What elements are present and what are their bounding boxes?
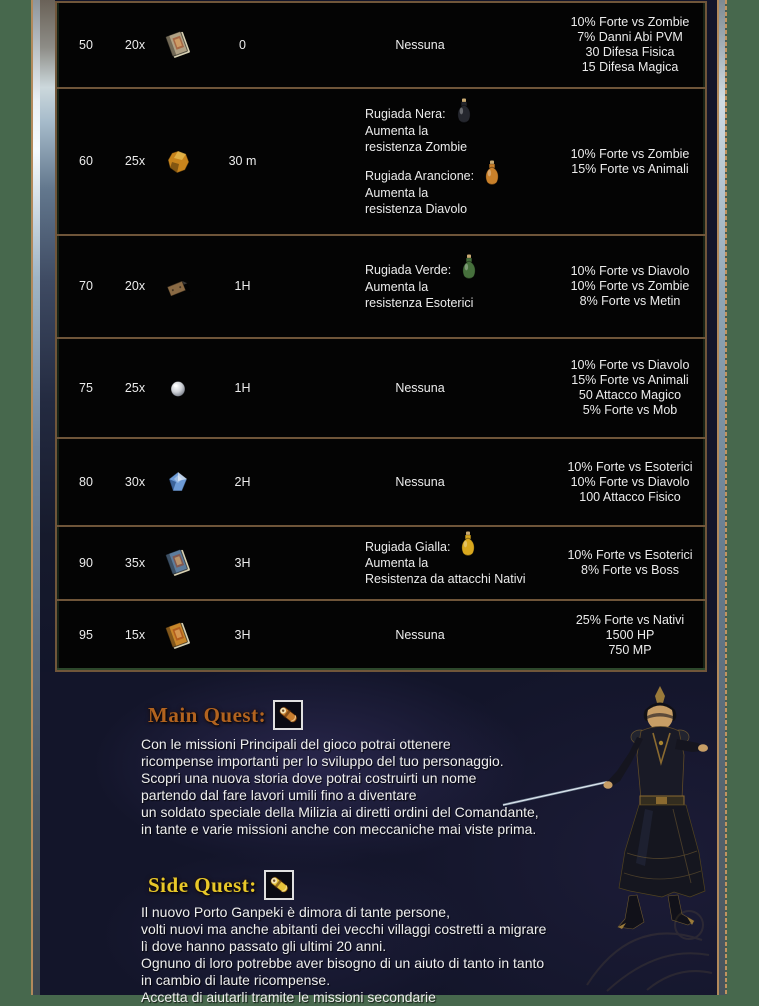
- bonus-line: 1500 HP: [605, 628, 655, 642]
- bonus-line: 10% Forte vs Zombie: [570, 15, 690, 29]
- side-quest-line: volti nuovi ma anche abitanti dei vecchi villaggi costretti a migrare: [141, 921, 547, 937]
- item-icon-cell: [155, 271, 200, 303]
- table-row: [57, 3, 705, 89]
- main-quest-line: in tante e varie missioni anche con meccaniche mai viste prima.: [141, 821, 537, 837]
- bonus-line: 10% Forte vs Diavolo: [570, 474, 690, 489]
- level-cell: 95: [79, 628, 93, 642]
- duration-cell: 1H: [234, 279, 251, 293]
- quantity-cell: 25x: [124, 380, 146, 395]
- quantity-cell: 15x: [124, 628, 146, 642]
- quantity-cell: 20x: [124, 37, 146, 52]
- bonus-line: 15% Forte vs Animali: [571, 373, 689, 387]
- potion-bottle-icon: [454, 98, 474, 125]
- main-quest-header: [148, 700, 303, 730]
- bonus-line: 10% Forte vs Diavolo: [570, 264, 690, 278]
- main-quest-title: Main Quest:: [148, 702, 267, 727]
- item-icon-cell: [155, 620, 200, 652]
- bonus-line: 10% Forte vs Zombie: [570, 279, 690, 293]
- rugiada-effect-line: resistenza Diavolo: [365, 201, 468, 216]
- bonus-line: 15% Forte vs Animali: [571, 161, 689, 176]
- table-row: [57, 89, 705, 236]
- duration-cell: 3H: [234, 628, 251, 642]
- bonus-line: 8% Forte vs Boss: [581, 563, 679, 577]
- bonus-line: 10% Forte vs Diavolo: [570, 358, 690, 372]
- level-cell: 90: [79, 555, 93, 570]
- side-quest-line: Accetta di aiutarli tramite le missioni secondarie: [141, 989, 436, 1005]
- gem-blue-icon: [162, 466, 194, 498]
- main-quest-line: partendo dal fare lavori umili fino a diventare: [141, 787, 417, 803]
- tome-blue-icon: [162, 547, 194, 579]
- rugiada-entry: [285, 539, 555, 587]
- bonus-line: 5% Forte vs Mob: [582, 403, 678, 417]
- level-cell: 75: [79, 380, 93, 395]
- item-icon-cell: [155, 547, 200, 579]
- table-row: [57, 601, 705, 670]
- side-quest-line: Il nuovo Porto Ganpeki è dimora di tante persone,: [141, 904, 450, 920]
- rugiada-cell: [285, 107, 555, 217]
- rugiada-name: Rugiada Arancione:: [365, 169, 475, 183]
- rugiada-name: Rugiada Verde:: [365, 263, 452, 277]
- smoke-texture-strip: [40, 0, 55, 672]
- bonus-line: 50 Attacco Magico: [578, 388, 682, 402]
- rugiada-entry: [285, 263, 555, 311]
- quantity-cell: 20x: [124, 279, 146, 293]
- bonus-line: 30 Difesa Fisica: [585, 45, 675, 59]
- ore-amber-icon: [162, 146, 194, 178]
- table-row: [57, 439, 705, 527]
- content-area: [40, 0, 717, 1005]
- duration-cell: 0: [239, 37, 246, 52]
- rugiada-effect-line: resistenza Esoterici: [365, 295, 474, 310]
- main-quest-line: Scopri una nuova storia dove potrai costruirti un nome: [141, 770, 477, 786]
- level-cell: 50: [79, 37, 93, 52]
- side-quest-header: [148, 870, 294, 900]
- rugiada-name: Rugiada Nera:: [365, 107, 446, 121]
- table-row: [57, 527, 705, 601]
- potion-bottle-icon: [482, 160, 502, 187]
- duration-cell: 1H: [234, 380, 251, 395]
- bonus-line: 8% Forte vs Metin: [579, 294, 681, 308]
- potion-bottle-icon: [458, 531, 478, 558]
- side-quest-title: Side Quest:: [148, 872, 257, 897]
- main-quest-line: un soldato speciale della Milizia ai diretti ordini del Comandante,: [141, 804, 539, 820]
- tome-gold-icon: [162, 620, 194, 652]
- level-cell: 60: [79, 154, 93, 168]
- rugiada-effect-line: Aumenta la: [365, 123, 429, 138]
- rugiada-effect-line: Aumenta la: [365, 185, 429, 200]
- item-icon-cell: [155, 146, 200, 178]
- level-cell: 70: [79, 279, 93, 293]
- item-icon-cell: [155, 29, 200, 61]
- side-quest-line: Ognuno di loro potrebbe aver bisogno di un aiuto di tanto in tanto: [141, 955, 545, 971]
- bonus-line: 15 Difesa Magica: [581, 60, 679, 74]
- tome-parchment-icon: [162, 29, 194, 61]
- pearl-white-icon: [162, 372, 194, 404]
- right-margin: [727, 0, 759, 995]
- scroll-icon: [266, 872, 292, 898]
- bonus-line: 10% Forte vs Esoterici: [567, 548, 693, 562]
- side-quest-scroll-iconbox: [264, 870, 294, 900]
- bonus-cell: [555, 358, 705, 418]
- duration-cell: 3H: [234, 555, 251, 570]
- potion-bottle-icon: [459, 254, 479, 281]
- main-quest-scroll-iconbox: [273, 700, 303, 730]
- bonus-line: 25% Forte vs Nativi: [575, 613, 685, 627]
- rugiada-effect-line: Aumenta la: [365, 556, 429, 570]
- rugiada-entry: [285, 107, 555, 155]
- quantity-cell: 30x: [124, 474, 146, 489]
- bonus-cell: [555, 147, 705, 177]
- bonus-line: 10% Forte vs Esoterici: [567, 459, 693, 474]
- quest-reward-table: [55, 1, 707, 672]
- rugiada-effect-line: Aumenta la: [365, 279, 429, 294]
- scroll-icon: [275, 702, 301, 728]
- side-quest-line: in cambio di laute ricompense.: [141, 972, 331, 988]
- rugiada-entry: [285, 169, 555, 217]
- main-quest-line: Con le missioni Principali del gioco potrai ottenere: [141, 736, 451, 752]
- rugiada-cell: Nessuna: [395, 628, 445, 642]
- rugiada-cell: [285, 539, 555, 587]
- bonus-line: 7% Danni Abi PVM: [577, 30, 683, 44]
- duration-cell: 30 m: [228, 154, 257, 168]
- rugiada-name: Rugiada Gialla:: [365, 539, 451, 554]
- swirl-decoration: [577, 855, 717, 995]
- item-icon-cell: [155, 372, 200, 404]
- rugiada-effect-line: Resistenza da attacchi Nativi: [365, 572, 526, 586]
- plank-brown-icon: [162, 271, 194, 303]
- quantity-cell: 35x: [124, 555, 146, 570]
- bonus-cell: [555, 264, 705, 309]
- bonus-cell: [555, 460, 705, 505]
- level-cell: 80: [79, 474, 93, 489]
- rugiada-cell: [285, 263, 555, 311]
- rugiada-effect-line: resistenza Zombie: [365, 139, 468, 154]
- bonus-cell: [555, 15, 705, 75]
- rugiada-cell: Nessuna: [395, 37, 445, 52]
- quantity-cell: 25x: [124, 154, 146, 168]
- item-icon-cell: [155, 466, 200, 498]
- bonus-line: 10% Forte vs Zombie: [570, 146, 690, 161]
- bonus-line: 750 MP: [608, 643, 652, 657]
- table-row: [57, 236, 705, 339]
- table-row: [57, 339, 705, 439]
- bonus-cell: [555, 548, 705, 578]
- bonus-line: 100 Attacco Fisico: [579, 489, 681, 504]
- rugiada-cell: Nessuna: [395, 380, 445, 395]
- bonus-cell: [555, 613, 705, 658]
- main-quest-line: ricompense importanti per lo sviluppo del tuo personaggio.: [141, 753, 504, 769]
- duration-cell: 2H: [234, 474, 251, 489]
- rugiada-cell: Nessuna: [395, 474, 445, 489]
- side-quest-line: lì dove hanno passato gli ultimi 20 anni.: [141, 938, 387, 954]
